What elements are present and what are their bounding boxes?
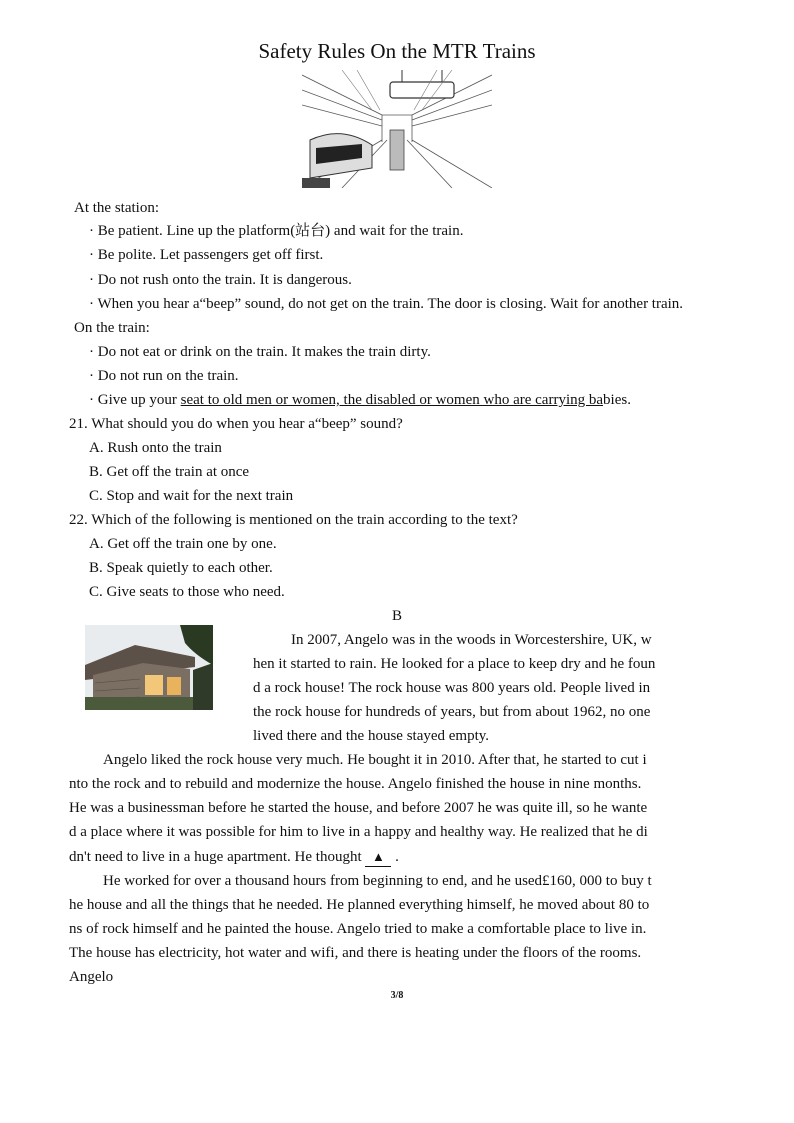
- paragraph-line: lived there and the house stayed empty.: [253, 728, 490, 744]
- station-rule: · Be patient. Line up the platform(站台) and wait for the train.: [89, 223, 464, 239]
- section-label: B: [391, 608, 402, 624]
- question-option: A. Get off the train one by one.: [89, 536, 277, 552]
- paragraph-line: The house has electricity, hot water and wifi, and there is heating under the floors of the rooms.: [69, 945, 642, 961]
- page-number: 3/8: [390, 990, 404, 1001]
- line-text: dn't need to live in a huge apartment. He thought: [69, 849, 366, 865]
- question-option: A. Rush onto the train: [89, 440, 222, 456]
- paragraph-line: d a rock house! The rock house was 800 years old. People lived in: [253, 680, 651, 696]
- paragraph-line: Angelo liked the rock house very much. He bought it in 2010. After that, he started to cut i: [103, 752, 647, 768]
- station-rule: · When you hear a“beep” sound, do not get on the train. The door is closing. Wait for another train.: [89, 296, 684, 312]
- paragraph-line: nto the rock and to rebuild and modernize the house. Angelo finished the house in nine months.: [69, 776, 642, 792]
- question-option: B. Speak quietly to each other.: [89, 560, 273, 576]
- paragraph-line: he house and all the things that he needed. He planned everything himself, he moved about 80 to: [69, 897, 650, 913]
- rule-suffix: bies.: [603, 392, 631, 408]
- page-title: Safety Rules On the MTR Trains: [258, 39, 536, 63]
- paragraph-line-with-blank: [69, 845, 399, 869]
- paragraph-line: He was a businessman before he started the house, and before 2007 he was quite ill, so he wante: [69, 800, 648, 816]
- question-option: C. Stop and wait for the next train: [89, 488, 294, 504]
- paragraph-line: hen it started to rain. He looked for a place to keep dry and he foun: [253, 656, 656, 672]
- paragraph-line: In 2007, Angelo was in the woods in Worcestershire, UK, w: [291, 632, 652, 648]
- paragraph-line: He worked for over a thousand hours from beginning to end, and he used£160, 000 to buy t: [103, 873, 652, 889]
- question-stem: 22. Which of the following is mentioned on the train according to the text?: [69, 512, 518, 528]
- paragraph-line: d a place where it was possible for him to live in a happy and healthy way. He realized that he di: [69, 824, 648, 840]
- station-heading: At the station:: [74, 200, 159, 216]
- question-stem: 21. What should you do when you hear a“beep” sound?: [69, 416, 403, 432]
- station-rule: · Do not rush onto the train. It is dangerous.: [89, 272, 352, 288]
- line-text: .: [391, 849, 399, 865]
- underlined-phrase: seat to old men or women, the disabled or women who are carrying ba: [180, 392, 604, 408]
- station-rule: · Be polite. Let passengers get off first.: [89, 247, 324, 263]
- train-heading: On the train:: [74, 320, 150, 336]
- rule-prefix: · Give up your: [89, 392, 181, 408]
- question-option: B. Get off the train at once: [89, 464, 250, 480]
- train-rule: · Do not run on the train.: [89, 368, 239, 384]
- paragraph-line: Angelo: [69, 969, 114, 985]
- question-option: C. Give seats to those who need.: [89, 584, 285, 600]
- answer-blank[interactable]: ▲: [365, 848, 391, 867]
- paragraph-line: the rock house for hundreds of years, but from about 1962, no one: [253, 704, 651, 720]
- train-rule: · Do not eat or drink on the train. It makes the train dirty.: [89, 344, 431, 360]
- train-station-illustration: [302, 70, 492, 188]
- paragraph-line: ns of rock himself and he painted the house. Angelo tried to make a comfortable place to live in.: [69, 921, 647, 937]
- rock-house-photo: [85, 625, 213, 710]
- train-rule-underlined: [89, 388, 631, 412]
